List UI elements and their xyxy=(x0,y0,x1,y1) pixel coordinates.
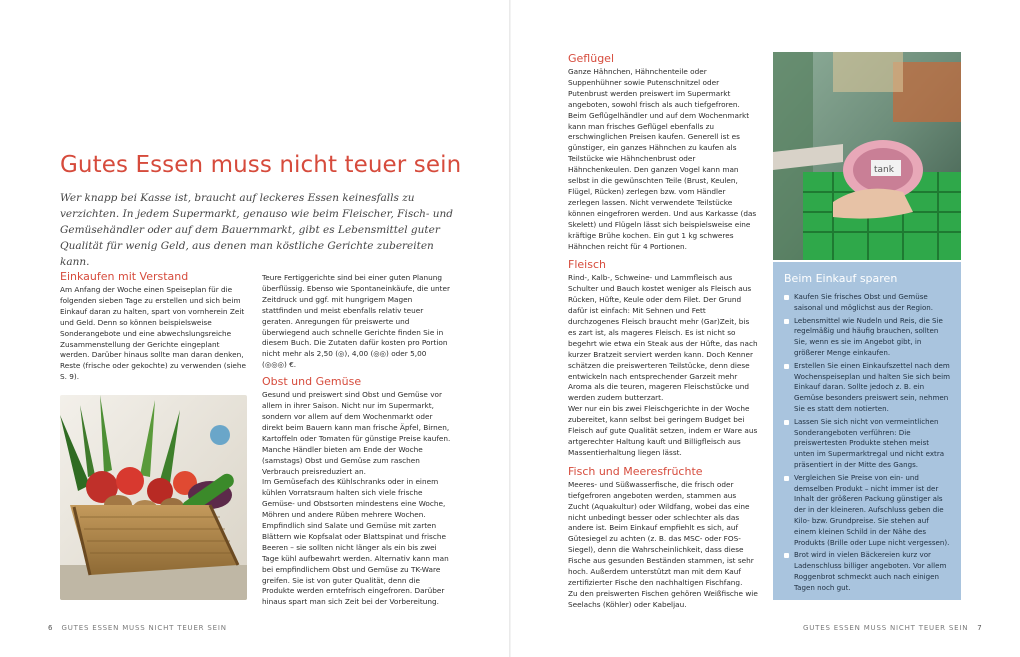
right-running-title: GUTES ESSEN MUSS NICHT TEUER SEIN xyxy=(803,624,969,632)
text-fleisch-1: Rind-, Kalb-, Schweine- und Lammfleisch aus Schulter und Bauch kostet weniger als Fleisch aus Rücken, Hüfte, Keule oder dem Filet. Der Grund dafür ist einfach: Mit Sehnen und Fett durchzogenes Fleisch braucht mehr (Gar)Zeit, bis es zart ist, als mageres Fleisch. Es ist nicht so begehrt wie etwa ein Steak aus der Hüfte, das nach kurzer Bratzeit serviert werden kann. Doch Kenner schätzen die preiswerteren Teilstücke, denn diese entwickeln nach entsprechender Garzeit mehr Aroma als die teuren, mageren Fleischstücke und werden zudem butterzart. xyxy=(568,273,758,403)
left-page-number: 6 xyxy=(48,624,53,632)
text-gefluegel: Ganze Hähnchen, Hähnchenteile oder Suppenhühner sowie Putenschnitzel oder Putenbrust werden preiswert im Supermarkt angeboten, sowohl frisch als auch tiefgefroren. Beim Geflügelhändler und auf dem Wochenmarkt kann man frisches Geflügel ebenfalls zu erschwinglichen Preisen kaufen. Generell ist es günstiger, ein ganzes Hähnchen zu kaufen als Teilstücke wie Hähnchenbrust oder Hähnchenkeulen. Den ganzen Vogel kann man selbst in die gewünschten Teile (Brust, Keulen, Flügel, Rücken) zerlegen bzw. vom Händler zerlegen lassen. Nicht verwendete Teilstücke können eingefroren werden. Und aus Karkasse (das Skelett) und Flügeln lässt sich beispielsweise eine kräftige Brühe kochen. Ein gut 1 kg schweres Hähnchen reicht für 4 Portionen. xyxy=(568,67,757,251)
page-title: Gutes Essen muss nicht teuer sein xyxy=(60,152,462,178)
text-fisch-2: Zu den preiswerten Fischen gehören Weißfische wie Seelachs (Köhler) oder Kabeljau. xyxy=(568,588,758,609)
column-gefluegel xyxy=(568,52,758,611)
heading-fisch: Fisch und Meeresfrüchte xyxy=(568,464,703,478)
list-item: Kaufen Sie frisches Obst und Gemüse saisonal und möglichst aus der Region. xyxy=(784,292,951,314)
text-obst-1: Gesund und preiswert sind Obst und Gemüse vor allem in ihrer Saison. Nicht nur im Supermarkt, sondern vor allem auf dem Wochenmarkt oder direkt beim Bauern kann man frische Äpfel, Birnen, Kartoffeln oder Tomaten für günstige Preise kaufen. Manche Händler bieten am Ende der Woche (samstags) Obst und Gemüse zum raschen Verbrauch preisreduziert an. xyxy=(262,390,451,476)
text-fisch-1: Meeres- und Süßwasserfische, die frisch oder tiefgefroren angeboten werden, stammen aus Zucht (Aquakultur) oder Wildfang, wobei das eine nicht unbedingt besser oder schlechter als das andere ist. Beim Einkauf empfiehlt es sich, auf Gütesiegel zu achten (z. B. das MSC- oder FOS-Siegel), denn die Wahrscheinlichkeit, dass diese Fische aus gesunden Beständen stammen, ist sehr hoch. Außerdem unterstützt man mit dem Kauf zertifizierter Fische den nachhaltigen Fischfang. xyxy=(568,479,754,587)
left-running-title: GUTES ESSEN MUSS NICHT TEUER SEIN xyxy=(61,624,227,632)
text-fertiggerichte: Teure Fertiggerichte sind bei einer guten Planung überflüssig. Ebenso wie Spontaneinkäufe, die unter Zeitdruck und ggf. mit hungrigem Magen stattfinden und meist ebenfalls relativ teuer geraten. Anregungen für preiswerte und überwiegend auch schnelle Gerichte finden Sie in diesem Buch. Die Zutaten dafür kosten pro Portion nicht mehr als 2,50 (◎), 4,00 (◎◎) oder 5,00 (◎◎◎) €. xyxy=(262,273,451,370)
list-item: Vergleichen Sie Preise von ein- und demselben Produkt – nicht immer ist der Inhalt der größeren Packung günstiger als der in der kleineren. Aufschluss geben die Kilo- bzw. Grundpreise. Sie stehen auf einem kleinen Schild in der Nähe des Produkts (Brille oder Lupe nicht vergessen). xyxy=(784,473,951,549)
wallet-label: tank xyxy=(874,165,894,175)
heading-fleisch: Fleisch xyxy=(568,258,606,272)
tips-box xyxy=(773,262,961,600)
text-fleisch-2: Wer nur ein bis zwei Fleischgerichte in der Woche zubereitet, kann selbst bei geringem Budget bei Fleisch auf gute Qualität setzen, indem er Ware aus artgerechter Haltung kauft und Billigfleisch aus Massentierhaltung liegen lässt. xyxy=(568,404,758,457)
text-einkaufen: Am Anfang der Woche einen Speiseplan für die folgenden sieben Tage zu erstellen und sich beim Einkauf daran zu halten, spart von vornherein Zeit und Geld. Denn so können beispielsweise Sonderangebote und eine abwechslungsreiche Zusammenstellung der Gerichte eingeplant werden. Darüber hinaus sollte man daran denken, Reste (frische oder gekochte) zu verwenden (siehe S. 9). xyxy=(60,285,247,382)
shopping-cart-illustration xyxy=(773,52,961,260)
shopping-photo xyxy=(773,52,961,260)
list-item: Lebensmittel wie Nudeln und Reis, die Sie regelmäßig und häufig brauchen, sollten Sie, wenn es sie im Angebot gibt, in größerer Menge einkaufen. xyxy=(784,316,951,359)
tips-title: Beim Einkauf sparen xyxy=(784,272,898,285)
list-item: Erstellen Sie einen Einkaufszettel nach dem Wochenspeiseplan und halten Sie sich beim Einkauf daran. Sollte jedoch z. B. ein Gemüse besonders preiswert sein, nehmen Sie es statt dem notierten. xyxy=(784,361,951,415)
vegetable-basket-photo xyxy=(60,395,247,600)
right-page-number: 7 xyxy=(977,624,982,632)
column-einkaufen xyxy=(60,270,250,383)
left-footer xyxy=(48,624,227,632)
right-footer xyxy=(803,624,982,632)
page-gutter xyxy=(509,0,511,657)
heading-einkaufen: Einkaufen mit Verstand xyxy=(60,270,189,283)
list-item: Brot wird in vielen Bäckereien kurz vor Ladenschluss billiger angeboten. Vor allem Roggenbrot schmeckt auch nach einigen Tagen noch gut. xyxy=(784,550,951,593)
heading-obst: Obst und Gemüse xyxy=(262,375,362,389)
tips-list xyxy=(784,292,951,594)
list-item: Lassen Sie sich nicht von vermeintlichen Sonderangeboten verführen: Die preiswertesten Produkte stehen meist unten im Supermarktregal und nicht extra präsentiert in der Mitte des Gangs. xyxy=(784,417,951,471)
heading-gefluegel: Geflügel xyxy=(568,52,614,65)
vegetable-basket-illustration xyxy=(60,395,247,600)
column-obst xyxy=(262,273,452,608)
lead-paragraph: Wer knapp bei Kasse ist, braucht auf leckeres Essen keinesfalls zu verzichten. In jedem Supermarkt, genauso wie beim Fleischer, Fisch- und Gemüsehändler oder auf dem Bauernmarkt, gibt es Lebensmittel guter Qualität für wenig Geld, aus denen man köstliche Gerichte zubereiten kann. xyxy=(60,192,453,268)
text-obst-2: Im Gemüsefach des Kühlschranks oder in einem kühlen Vorratsraum halten sich viele frische Gemüse- und Obstsorten mindestens eine Woche, Möhren und andere Rüben mehrere Wochen. Empfindlich sind Salate und Gemüse mit zarten Blättern wie Kopfsalat oder Blattspinat und frische Beeren – sie sollten nicht länger als ein bis zwei Tage kühl aufbewahrt werden. Alternativ kann man bei empfindlichem Obst und Gemüse zu TK-Ware greifen. Sie ist von guter Qualität, denn die Produkte werden erntefrisch eingefroren. Darüber hinaus spart man sich Zeit bei der Vorbereitung. xyxy=(262,477,449,607)
